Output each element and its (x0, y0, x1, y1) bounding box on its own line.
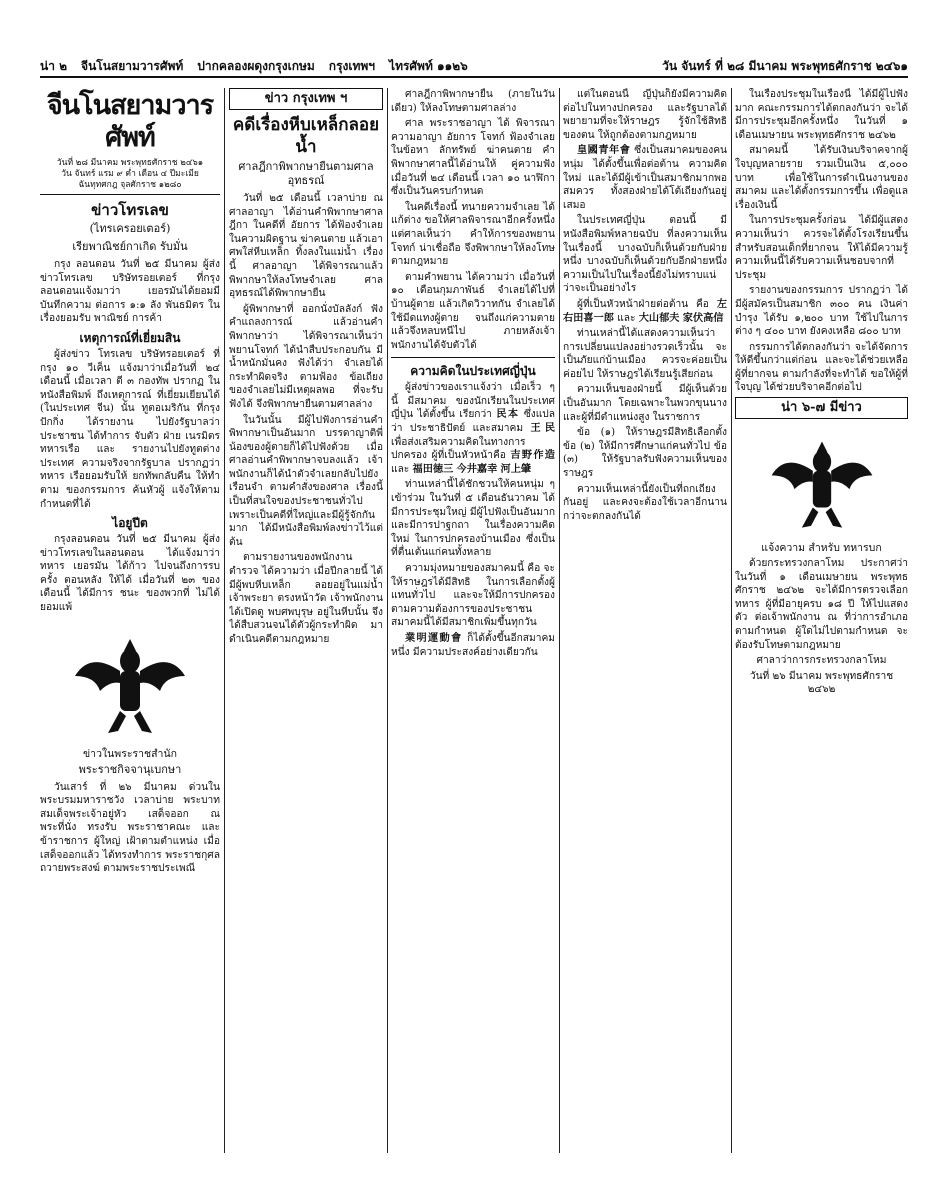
article-paragraph: ศาลฎีกาพิพากษายืน (ภายในวันเดียว) ให้ลงโทษตามศาลล่าง (391, 89, 555, 114)
column-5 (735, 88, 908, 1153)
article-paragraph: สมาคมนี้ ได้รับเงินบริจาคจากผู้ใจบุญหลายราย รวมเป็นเงิน ๕,๐๐๐ บาท เพื่อใช้ในการดำเนินงานของสมาคม และได้ตั้งกรรมการขึ้น เพื่อดูแลเรื่องเงินนี้ (735, 145, 908, 211)
chinese-term: 皇國青年會 (577, 145, 631, 157)
article-paragraph: กรรมการได้ตกลงกันว่า จะได้จัดการให้ดีขึ้นกว่าแต่ก่อน และจะได้ช่วยเหลือผู้ที่ยากจน ตามกำลังที่จะทำได้ ขอให้ผู้ที่ใจบุญ ได้ช่วยบริจาคอีกต่อไป (735, 341, 908, 394)
issue-date: วัน จันทร์ ที่ ๒๘ มีนาคม พระพุทธศักราช ๒๔๖๑ (662, 59, 908, 73)
garuda-emblem-icon (767, 425, 877, 535)
paper-name: จีนโนสยามวารศัพท์ (81, 59, 184, 73)
article-paragraph (391, 381, 555, 476)
article-paragraph: ตามคำพยาน ได้ความว่า เมื่อวันที่ ๑๐ เดือนกุมภาพันธ์ จำเลยได้ไปที่บ้านผู้ตาย แล้วเกิดวิวาทกัน จำเลยได้ใช้มีดแทงผู้ตาย จนถึงแก่ความตาย แล้วจึงหลบหนีไป ภายหลังเจ้าพนักงานได้จับตัวได้ (391, 271, 555, 351)
article-paragraph: ความเห็นของฝ่ายนี้ มีผู้เห็นด้วยเป็นอันมาก โดยเฉพาะในพวกขุนนาง และผู้ที่มีตำแหน่งสูง ในราชการ (563, 384, 727, 423)
text-run: ซึ่งเป็นสมาคมของคนหนุ่ม ได้ตั้งขึ้นเพื่อต่อต้าน ความคิดใหม่ และได้มีผู้เข้าเป็นสมาชิกมากพอสมควร ทั้งสองฝ่ายได้โต้เถียงกันอยู่เสมอ (563, 145, 727, 211)
masthead-line: ฉันทุทศกฎ จุลศักราช ๑๒๘๐ (78, 180, 182, 190)
emblem-caption: ข่าวในพระราชสำนัก (83, 747, 177, 760)
column-1 (40, 88, 220, 1153)
column-4 (563, 88, 727, 1153)
column-3 (391, 88, 555, 1153)
article-paragraph: ในการประชุมครั้งก่อน ได้มีผู้แสดงความเห็นว่า ควรจะได้ตั้งโรงเรียนขึ้น สำหรับสอนเด็กที่ยากจน ให้ได้มีความรู้ ความเห็นนี้ได้รับความเห็นชอบจากที่ประชุม (735, 215, 908, 281)
section-subheading: พระราชกิจจานุเบกษา (78, 762, 182, 776)
text-run: และ (391, 463, 410, 475)
column-rule (731, 88, 732, 1153)
column-rule (559, 88, 560, 1153)
article-paragraph: วันเสาร์ ที่ ๒๖ มีนาคม ด่วนในพระบรมมหาราชวัง เวลาบ่าย พระบาทสมเด็จพระเจ้าอยู่หัว เสด็จออก ณ พระที่นั่ง ทรงรับ พระราชาคณะ และข้าราชการ ผู้ใหญ่ เฝ้าตามตำแหน่ง เมื่อเสด็จออกแล้ว ได้ทรงทำการ พระราชกุศล ถวายพระสงฆ์ ตามพระราชประเพณี (40, 781, 220, 875)
phone: ไทรศัพท์ ๑๑๒๖ (389, 59, 468, 73)
text-run: ก็ได้ตั้งขึ้นอีกสมาคมหนึ่ง มีความประสงค์อย่างเดียวกัน (391, 632, 555, 658)
chinese-term: 河上肇 (500, 463, 532, 475)
article-paragraph: ความเห็นเหล่านี้ยังเป็นที่ถกเถียงกันอยู่ และคงจะต้องใช้เวลาอีกนาน กว่าจะตกลงกันได้ (563, 483, 727, 522)
article-paragraph: กรุงลอนดอน วันที่ ๒๕ มีนาคม ผู้ส่งข่าวโทรเลขในลอนดอน ได้แจ้งมาว่า ทหาร เยอรมัน ได้ก้าว ไปจนถึงการรบ ครั้ง ตอนหลัง ให้ได้ เมื่อวันที่ ๒๓ ของเดือนนี้ ได้มีการ ชนะ ของพวกที่ ไม่ได้ยอมแพ้ (40, 534, 220, 614)
article-paragraph: ผู้พิพากษาที่ ออกนั่งบัลลังก์ ฟังคำแถลงการณ์ แล้วอ่านคำพิพากษาว่า ได้พิจารณาเห็นว่า พยานโจทก์ ได้นำสืบประกอบกัน มีน้ำหนักมั่นคง ฟังได้ว่า จำเลยได้กระทำผิดจริง ตามฟ้อง ข้อเถียงของจำเลยไม่มีเหตุผลพอ ที่จะรับฟังได้ จึงพิพากษายืนตามศาลล่าง (229, 303, 383, 410)
article-paragraph (391, 632, 555, 659)
text-run: ผู้ที่เป็นหัวหน้าฝ่ายต่อต้าน คือ (577, 298, 709, 310)
masthead-info (40, 158, 220, 195)
article-heading: ไอยูปีต (112, 516, 148, 531)
article-heading: เหตุการณ์ที่เยี่ยมสิน (79, 330, 181, 345)
divider (391, 357, 555, 358)
article-paragraph: ในประเทศญี่ปุ่น ตอนนี้ มีหนังสือพิมพ์หลายฉบับ ที่ลงความเห็นในเรื่องนี้ บางฉบับก็เห็นด้วยกับฝ่ายหนึ่ง บางฉบับก็เห็นด้วยกับอีกฝ่ายหนึ่ง ความเป็นไปในเรื่องนี้ยังไม่ทราบแน่ว่าจะเป็นอย่างไร (563, 215, 727, 295)
article-paragraph (563, 144, 727, 212)
column-rule (224, 88, 225, 1153)
chinese-term: 今井嘉幸 (456, 463, 498, 475)
chinese-term: 福田徳三 (412, 463, 454, 475)
article-paragraph: วันที่ ๒๕ เดือนนี้ เวลาบ่าย ณ ศาลอาญา ได้อ่านคำพิพากษาศาลฎีกา ในคดีที่ อัยการ ได้ฟ้องจำเลย ในความผิดฐาน ฆ่าคนตาย แล้วเอาศพใส่หีบเหล็ก ทิ้งลงในแม่น้ำ เรื่องนี้ ศาลอาญา ได้พิจารณาแล้ว พิพากษาให้ลงโทษจำเลย ศาลอุทธรณ์ได้พิพากษายืน (229, 193, 383, 300)
publisher: ปากคลองผดุงกรุงเกษม (197, 59, 315, 73)
article-paragraph: กรุง ลอนดอน วันที่ ๒๕ มีนาคม ผู้ส่งข่าวโทรเลข บริษัทรอยเตอร์ ที่กรุงลอนดอนแจ้งมาว่า เยอรมันได้ยอมมีบันทึกความ ต่อการ ๑:๑ ลัง พันธมิตร ในเรื่องยอมรับ พาณิชย์ การค้า (40, 259, 220, 325)
text-run: และ (617, 312, 636, 324)
section-subheading: เรียพาณิชย์กาเกิด รับมั่น (72, 240, 188, 253)
masthead-line: วันที่ ๒๘ มีนาคม พระพุทธศักราช ๒๔๖๑ (56, 158, 204, 168)
article-paragraph (563, 298, 727, 325)
section-box-heading: น่า ๖-๗ มีข่าว (735, 397, 908, 419)
article-paragraph: ศาล พระราชอาญา ได้ พิจารณาความอาญา อัยการ โจทก์ ฟ้องจำเลย ในข้อหา ลักทรัพย์ ฆ่าคนตาย คำพิพากษาศาลนี้ได้อ่านให้ คู่ความฟังเมื่อวันที่ ๒๔ เดือนนี้ เวลา ๑๐ นาฬิกา ซึ่งเป็นวันครบกำหนด (391, 118, 555, 198)
chinese-term: 大山郁夫 (638, 312, 680, 324)
chinese-term: 業明運動會 (405, 632, 463, 644)
chinese-term: 王民 (530, 423, 555, 435)
article-headline: คดีเรื่องหีบเหล็กลอยน้ำ (232, 115, 380, 157)
article-paragraph: ท่านเหล่านี้ได้แสดงความเห็นว่า การเปลี่ยนแปลงอย่างรวดเร็วนั้น จะเป็นภัยแก่บ้านเมือง ควรจะค่อยเป็นค่อยไป ให้ราษฎรได้เรียนรู้เสียก่อน (563, 328, 727, 380)
signature-line: ศาลาว่าการกระทรวงกลาโหม (756, 655, 887, 667)
text-run: ผู้ส่งข่าวของเราแจ้งว่า เมื่อเร็ว ๆ นี้ มีสมาคม ของนักเรียนในประเทศญี่ปุ่น ได้ตั้งขึ้น เรียกว่า (391, 382, 555, 421)
column-2 (229, 88, 383, 1153)
signature-date: วันที่ ๒๖ มีนาคม พระพุทธศักราช ๒๔๖๒ (749, 670, 894, 696)
city: กรุงเทพฯ (328, 59, 376, 73)
article-paragraph: ในเรื่องประชุมในเรื่องนี้ ได้มีผู้ไปฟังมาก คณะกรรมการได้ตกลงกันว่า จะได้มีการประชุมอีกครั้งหนึ่ง ในวันที่ ๑ เดือนเมษายน พระพุทธศักราช ๒๔๖๒ (735, 89, 908, 141)
text-run: เพื่อส่งเสริมความคิดในทางการปกครอง ผู้ที่เป็นหัวหน้าคือ (391, 436, 526, 462)
article-paragraph: แต่ในตอนนี้ ญี่ปุ่นก็ยังมีความคิดต่อไปในทางปกครอง และรัฐบาลได้พยายามที่จะให้ราษฎร รู้จักใช้สิทธิ ของตน ให้ถูกต้องตามกฎหมาย (563, 89, 727, 141)
page-number: น่า ๒ (40, 59, 68, 73)
masthead-title: จีนโนสยามวารศัพท์ (46, 90, 214, 153)
text-run: ซึ่งแปลว่า ประชาธิปัตย์ และสมาคม (391, 409, 555, 435)
section-subheading: (ไทรเครอยเตอร์) (89, 222, 171, 235)
article-paragraph: ในวันนั้น มีผู้ไปฟังการอ่านคำพิพากษาเป็นอันมาก บรรดาญาติพี่น้องของผู้ตายก็ได้ไปฟังด้วย เมื่อศาลอ่านคำพิพากษาจบลงแล้ว เจ้าพนักงานก็ได้นำตัวจำเลยกลับไปยังเรือนจำ ตามคำสั่งของศาล เรื่องนี้เป็นที่สนใจของประชาชนทั่วไป เพราะเป็นคดีที่ใหญ่และมีผู้รู้จักกันมาก ได้มีหนังสือพิมพ์ลงข่าวไว้แต่ต้น (229, 414, 383, 548)
article-paragraph: รายงานของกรรมการ ปรากฏว่า ได้มีผู้สมัครเป็นสมาชิก ๓๐๐ คน เงินค่าบำรุง ได้รับ ๑,๒๐๐ บาท ใช้ไปในการต่าง ๆ ๔๐๐ บาท ยังคงเหลือ ๘๐๐ บาท (735, 285, 908, 338)
article-heading: ความคิดในประเทศญี่ปุ่น (410, 364, 536, 379)
article-paragraph: ข้อ (๑) ให้ราษฎรมีสิทธิเลือกตั้ง ข้อ (๒) ให้มีการศึกษาแก่คนทั่วไป ข้อ (๓) ให้รัฐบาลรับฟังความเห็นของราษฎร (563, 427, 727, 480)
emblem-caption: แจ้งความ สำหรับ ทหารบก (761, 542, 882, 555)
chinese-term: 家伏高信 (682, 312, 724, 324)
article-paragraph: ด้วยกระทรวงกลาโหม ประกาศว่า ในวันที่ ๑ เดือนเมษายน พระพุทธศักราช ๒๔๖๒ จะได้มีการตรวจเลือกทหาร ผู้ที่มีอายุครบ ๑๘ ปี ให้ไปแสดงตัว ต่อเจ้าพนักงาน ณ ที่ว่าการอำเภอ ตามกำหนด ผู้ใดไม่ไปตามกำหนด จะต้องรับโทษตามกฎหมาย (735, 558, 908, 651)
article-paragraph: ในคดีเรื่องนี้ ทนายความจำเลย ได้แก้ต่าง ขอให้ศาลพิจารณาอีกครั้งหนึ่ง แต่ศาลเห็นว่า คำให้การของพยาน โจทก์ น่าเชื่อถือ จึงพิพากษาให้ลงโทษตามกฎหมาย (391, 201, 555, 268)
masthead-line: วัน จันทร์ แรม ๙ ค่ำ เดือน ๔ ปีมะเมีย (61, 169, 199, 179)
chinese-term: 吉野作造 (510, 450, 555, 462)
article-paragraph: ผู้ส่งข่าว โทรเลข บริษัทรอยเตอร์ ที่กรุง ๑๐ วีเค็น แจ้งมาว่าเมื่อวันที่ ๒๔ เดือนนี้ เมื่อเวลา ตี ๓ กองทัพ ปรากฏ ในหนังสือพิมพ์ ถึงเหตุการณ์ ที่เยี่ยมเยียนได้ (ในประเทศ จีน) นั้น ทูตอเมริกัน ที่กรุง ปักกิ่ง ได้รายงาน ไปยังรัฐบาลว่า ประชาชน ได้ทำการ จับตัว ฝ่าย เนรมิตร ทหารเรือ และ รายงานไปยังทูตต่างประเทศ ความจริงจากรัฐบาล ปรากฏว่า ทหาร เรือยอมรับให้ ยกทัพกลับคืน ให้ทำตาม ของกรรมการ ค้นหัวผู้ แจ้งให้ตามกำหนดที่ได้ (40, 348, 220, 510)
article-subheadline: ศาลฎีกาพิพากษายืนตามศาลอุทธรณ์ (238, 160, 374, 187)
column-rule (387, 88, 388, 1153)
section-heading: ข่าวโทรเลข (91, 201, 169, 219)
section-box-heading: ข่าว กรุงเทพ ฯ (229, 88, 383, 110)
article-paragraph: ตามรายงานของพนักงาน ตำรวจ ได้ความว่า เมื่อปีกลายนี้ ได้มีผู้พบหีบเหล็ก ลอยอยู่ในแม่น้ำเจ้าพระยา ตรงหน้าวัด เจ้าพนักงานได้เปิดดู พบศพบุรุษ อยู่ในหีบนั้น จึงได้สืบสวนจนได้ตัวผู้กระทำผิด มาดำเนินคดีตามกฎหมาย (229, 552, 383, 645)
article-paragraph: ท่านเหล่านี้ได้ชักชวนให้คนหนุ่ม ๆ เข้าร่วม ในวันที่ ๕ เดือนธันวาคม ได้มีการประชุมใหญ่ มีผู้ไปฟังเป็นอันมาก และมีการปาฐกถา ในเรื่องความคิดใหม่ ในการปกครองบ้านเมือง ซึ่งเป็นที่ตื่นเต้นแก่คนทั้งหลาย (391, 479, 555, 559)
chinese-term: 左右田喜一郎 (563, 298, 727, 324)
garuda-emblem-icon (70, 621, 190, 741)
running-header (40, 54, 908, 78)
article-paragraph: ความมุ่งหมายของสมาคมนี้ คือ จะให้ราษฎรได้มีสิทธิ ในการเลือกตั้งผู้แทนทั่วไป และจะให้มีการปกครองตามความต้องการของประชาชน สมาคมนี้ได้มีสมาชิกเพิ่มขึ้นทุกวัน (391, 563, 555, 629)
chinese-term: 民本 (496, 409, 520, 421)
